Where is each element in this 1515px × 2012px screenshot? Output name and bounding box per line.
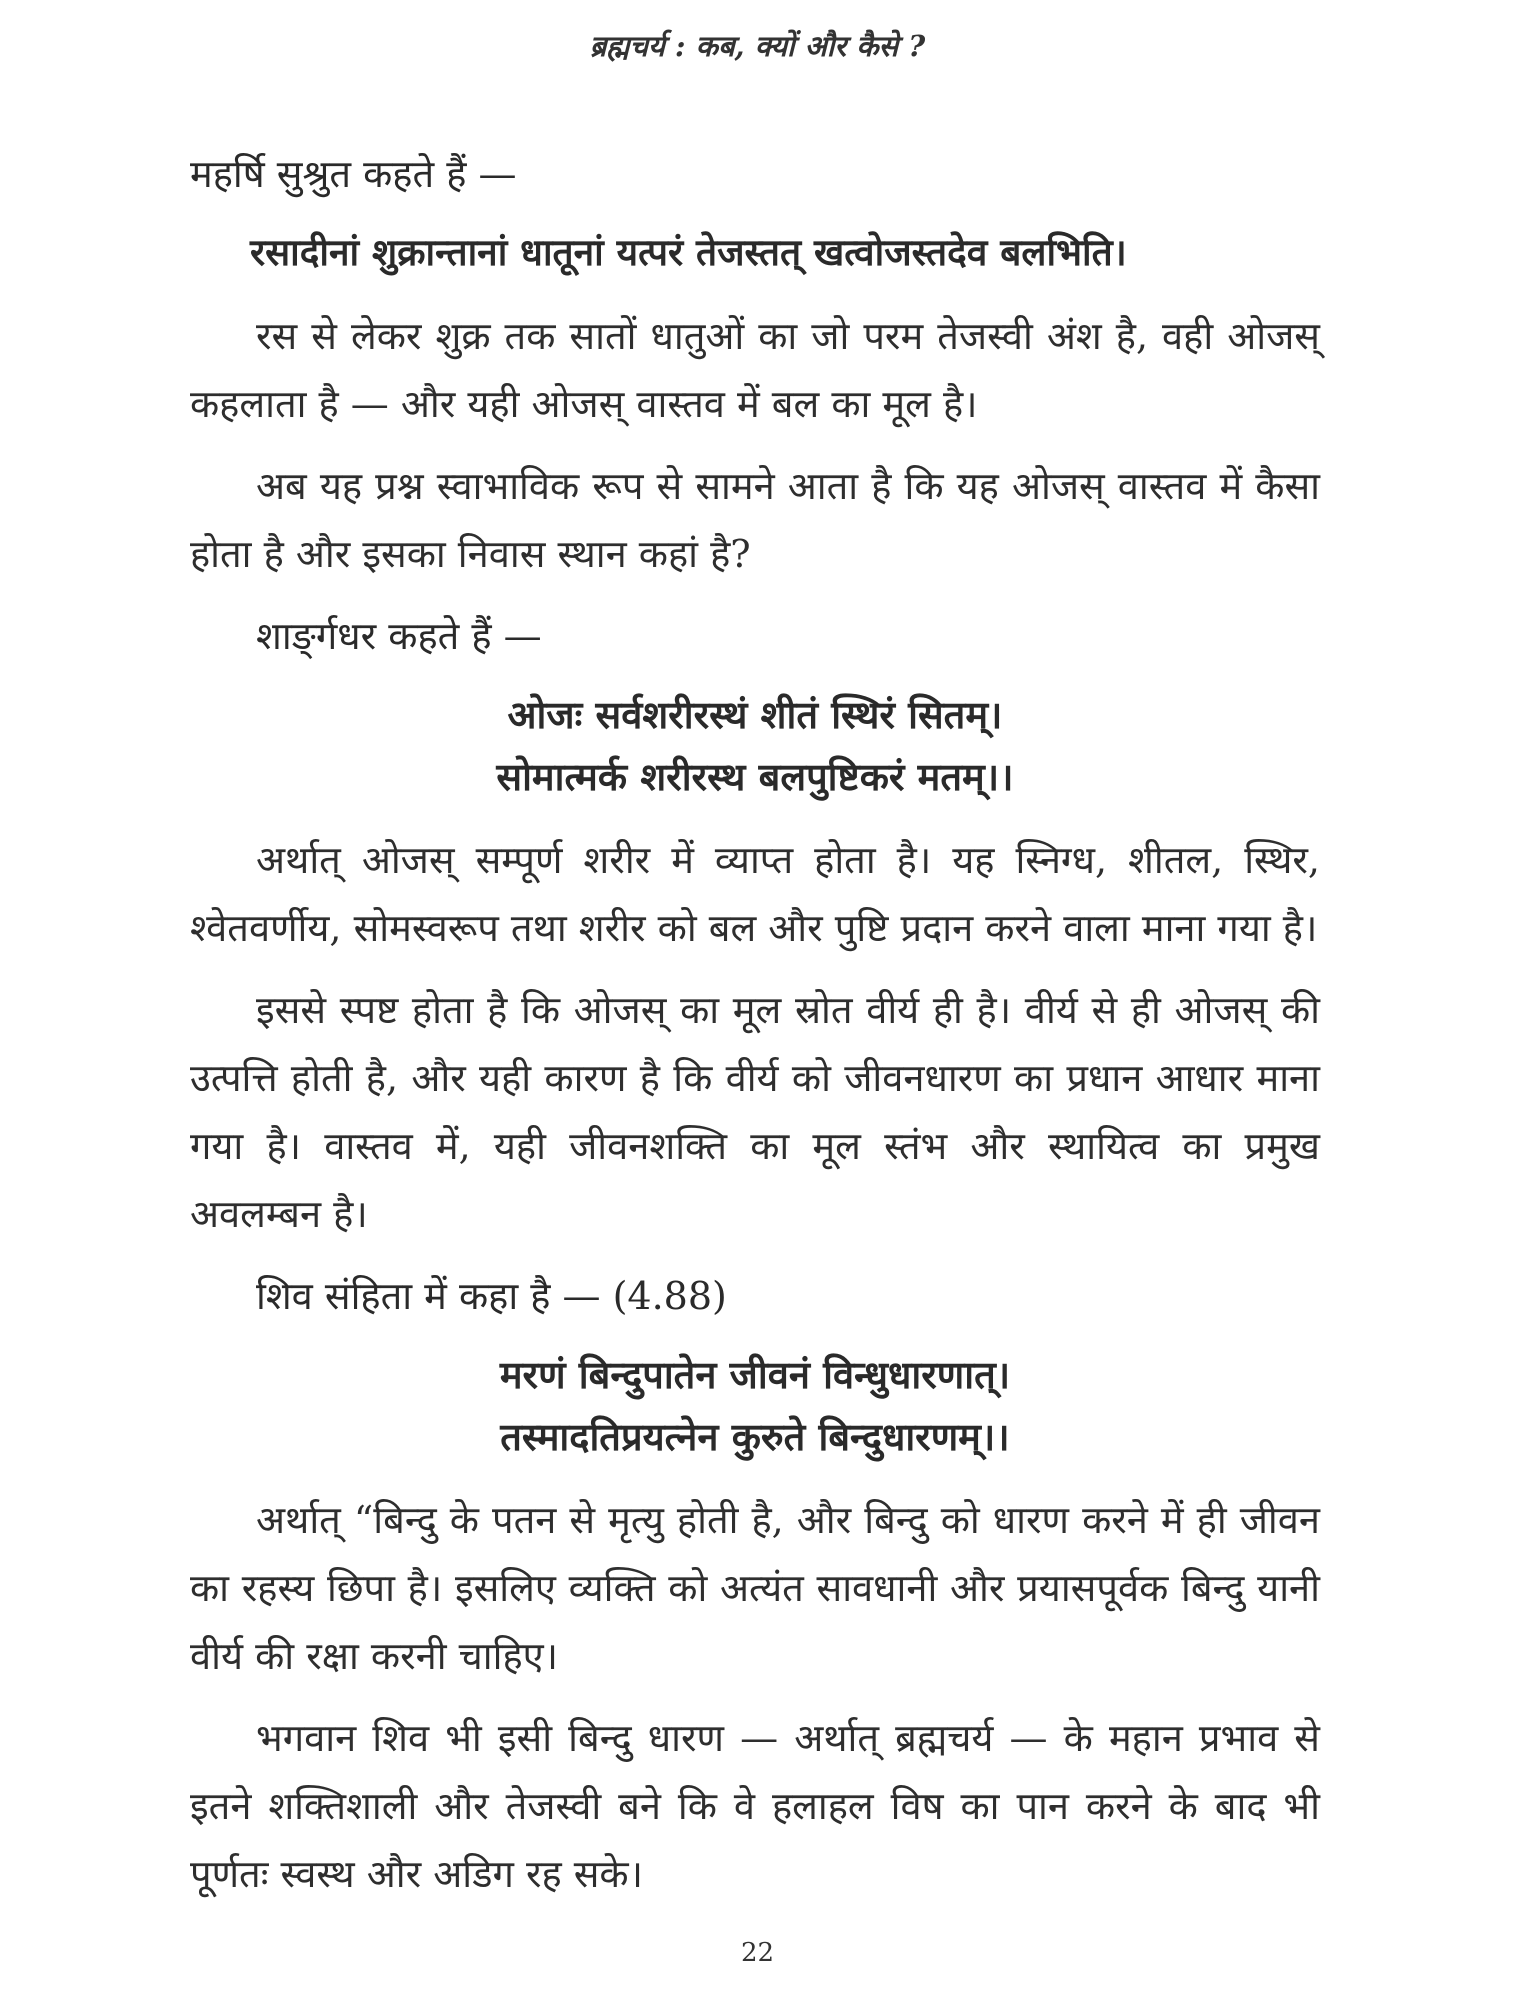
shloka-sharngadhar-line-2: सोमात्मर्क शरीरस्थ बलपुष्टिकरं मतम्।। [496, 755, 1014, 799]
shloka-sushruta: रसादीनां शुक्रान्तानां धातूनां यत्परं तेजस्तत् खत्वोजस्तदेव बलभिति। [250, 231, 1127, 274]
paragraph-veerya-source: इससे स्पष्ट होता है कि ओजस् का मूल स्रोत वीर्य ही है। वीर्य से ही ओजस् की उत्पत्ति होती है, और यही कारण है कि वीर्य को जीवनधारण का प्रधान आधार माना गया है। वास्तव में, यही जीवनशक्ति का मूल स्तंभ और स्थायित्व का प्रमुख अवलम्बन है। [190, 988, 1320, 1236]
page-number: 22 [740, 1938, 775, 1968]
intro-sushruta: महर्षि सुश्रुत कहते हैं — [190, 152, 517, 196]
paragraph-ojas-qualities: अर्थात् ओजस् सम्पूर्ण शरीर में व्याप्त होता है। यह स्निग्ध, शीतल, स्थिर, श्वेतवर्णीय, सोमस्वरूप तथा शरीर को बल और पुष्टि प्रदान करने वाला माना गया है। [190, 838, 1320, 950]
shloka-shiva-samhita-line-1: मरणं बिन्दुपातेन जीवनं विन्धुधारणात्। [499, 1353, 1011, 1397]
shloka-sharngadhar [190, 684, 1320, 808]
paragraph-ojas-question: अब यह प्रश्न स्वाभाविक रूप से सामने आता है कि यह ओजस् वास्तव में कैसा होता है और इसका निवास स्थान कहां है? [190, 464, 1320, 576]
intro-sharngadhar: शाङ्‌र्गधर कहते हैं — [256, 614, 542, 658]
running-header: ब्रह्मचर्य : कब, क्यों और कैसे ? [589, 29, 926, 63]
paragraph-ojas-definition: रस से लेकर शुक्र तक सातों धातुओं का जो परम तेजस्वी अंश है, वही ओजस् कहलाता है — और यही ओजस् वास्तव में बल का मूल है। [190, 314, 1320, 426]
shloka-shiva-samhita-line-2: तस्मादतिप्रयत्नेन कुरुते बिन्दुधारणम्।। [500, 1415, 1010, 1459]
paragraph-shiva-brahmacharya: भगवान शिव भी इसी बिन्दु धारण — अर्थात् ब्रह्मचर्य — के महान प्रभाव से इतने शक्तिशाली और तेजस्वी बने कि वे हलाहल विष का पान करने के बाद भी पूर्णतः स्वस्थ और अडिग रह सके। [190, 1716, 1320, 1896]
paragraph-bindu-meaning: अर्थात् “बिन्दु के पतन से मृत्यु होती है, और बिन्दु को धारण करने में ही जीवन का रहस्य छिपा है। इसलिए व्यक्ति को अत्यंत सावधानी और प्रयासपूर्वक बिन्दु यानी वीर्य की रक्षा करनी चाहिए। [190, 1498, 1320, 1678]
shloka-sharngadhar-line-1: ओजः सर्वशरीरस्थं शीतं स्थिरं सितम्। [507, 693, 1003, 737]
intro-shiva-samhita: शिव संहिता में कहा है — (4.88) [256, 1274, 727, 1318]
shloka-shiva-samhita [190, 1344, 1320, 1468]
page-body [190, 140, 1320, 1922]
